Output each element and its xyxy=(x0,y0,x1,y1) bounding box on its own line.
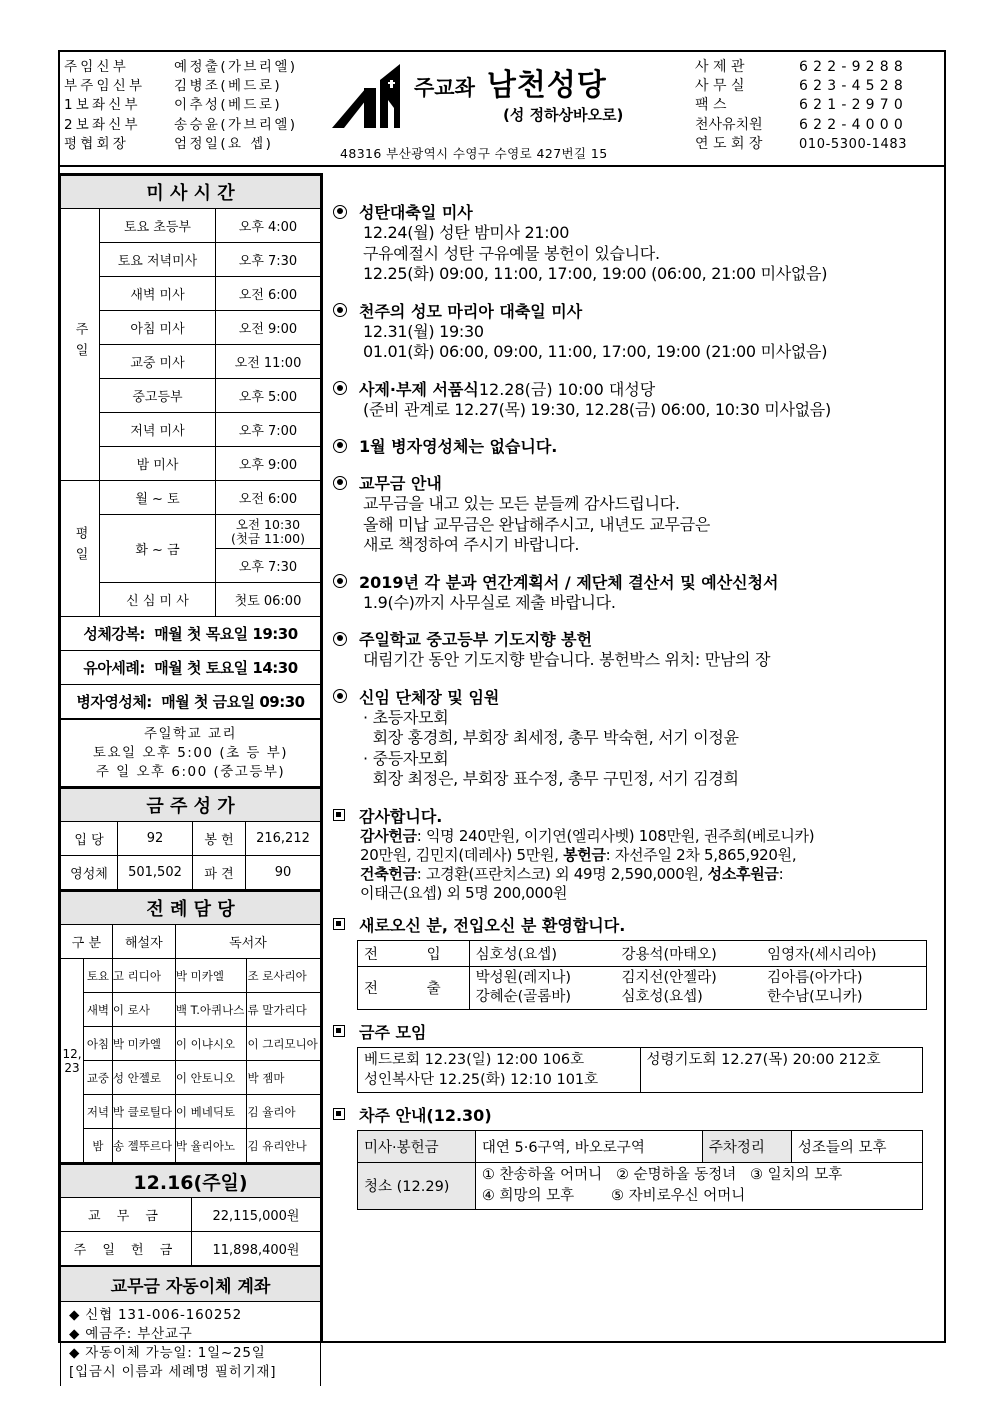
sunday-label: 주일 xyxy=(61,209,100,481)
clergy-row: 부주임신부 김병조(베드로) xyxy=(64,78,282,95)
stat-label: 영성체 xyxy=(61,856,118,890)
finance-title: 12.16(주일) xyxy=(61,1164,321,1198)
next-week-section: 차주 안내(12.30) 미사·봉헌금 대연 5·6구역, 바오로구역 주차정리 성조들의 모후 청소 (12.29) ① 찬송하올 어머니 ② 순명하올 동정녀 ③ 일치의 모후 ④ 희망의 모후 ⑤ 자비로우신 어머니 xyxy=(333,1103,945,1210)
row-label: 전 출 xyxy=(358,966,470,1009)
mass-name: 아침 미사 xyxy=(100,311,216,345)
stat-value: 90 xyxy=(246,856,321,890)
square-bullet-icon xyxy=(333,1108,345,1120)
commentator: 고 리디아 xyxy=(112,959,175,993)
finance-value: 22,115,000원 xyxy=(192,1198,321,1232)
radio-bullet-icon xyxy=(333,439,347,453)
header-divider xyxy=(58,165,946,167)
slot: 토요 xyxy=(84,959,113,993)
radio-bullet-icon xyxy=(333,689,347,703)
reader: 조 로사리아 xyxy=(247,959,321,993)
meetings-section: 금주 모임 베드로회 12.23(일) 12:00 106호 성인복사단 12.25(화) 12:10 101호 성령기도회 12.27(목) 20:00 212호 xyxy=(333,1020,945,1093)
reader: 이 베네딕토 xyxy=(175,1095,247,1129)
mass-name: 저녁 미사 xyxy=(100,413,216,447)
commentator: 박 미카엘 xyxy=(112,1027,175,1061)
next-week-table: 미사·봉헌금 대연 5·6구역, 바오로구역 주차정리 성조들의 모후 청소 (12.29) ① 찬송하올 어머니 ② 순명하올 동정녀 ③ 일치의 모후 ④ 희망의 모후 ⑤ 자비로우신 어머니 xyxy=(357,1130,923,1210)
radio-bullet-icon xyxy=(333,476,347,490)
stat-value: 501,502 xyxy=(118,856,193,890)
mass-time: 오전 9:00 xyxy=(216,311,321,345)
thanks-section: 감사합니다. 감사헌금: 익명 240만원, 이기연(엘리사벳) 108만원, 권주희(베로니카) 20만원, 김민지(데레사) 5만원, 봉헌금: 자선주일 2차 5,865,920원, 건축헌금: 고경환(프란치스코) 외 49명 2,590,000원, 성소후원금: 이태근(요셉) 외 5명 200,000원 xyxy=(333,804,945,903)
contact-row: 팩 스 621-2970 xyxy=(695,97,909,114)
weekly-stats-title: 금 주 성 가 xyxy=(61,788,321,822)
finance-label: 교 무 금 xyxy=(61,1198,192,1232)
liturgy-title: 전 례 담 당 xyxy=(61,891,321,925)
notice-item: 교무금 안내 교무금을 내고 있는 모든 분들께 감사드립니다. 올해 미납 교무금은 완납해주시고, 내년도 교무금은 새로 책정하여 주시기 바랍니다. xyxy=(333,471,945,556)
radio-bullet-icon xyxy=(333,574,347,588)
mass-name: 새벽 미사 xyxy=(100,277,216,311)
commentator: 박 클로틸다 xyxy=(112,1095,175,1129)
slot: 교중 xyxy=(84,1061,113,1095)
welcome-table: 전 입 심호성(요셉) 강용석(마태오) 임영자(세시리아) 전 출 박성원(레지나) 강혜순(골롬바) 김지선(안젤라) 심호성(요셉) 김아름(아가다) 한수남(모니카) xyxy=(357,940,927,1010)
mass-time: 오전 6:00 xyxy=(216,481,321,515)
reader: 백 T.아퀴나스 xyxy=(175,993,247,1027)
mass-name: 신 심 미 사 xyxy=(100,583,216,617)
stat-label: 파 견 xyxy=(193,856,246,890)
square-bullet-icon xyxy=(333,1025,345,1037)
square-bullet-icon xyxy=(333,809,345,821)
autopay-info: ◆ 신협 131-006-160252 ◆ 예금주: 부산교구 ◆ 자동이체 가능일: 1일~25일 [입금시 이름과 세례명 필히기재] xyxy=(61,1302,321,1387)
weekday-label: 평일 xyxy=(61,481,100,617)
clergy-list xyxy=(64,58,324,154)
address: 48316 부산광역시 수영구 수영로 427번길 15 xyxy=(340,146,608,161)
slot: 저녁 xyxy=(84,1095,113,1129)
mass-time: 오후 9:00 xyxy=(216,447,321,481)
radio-bullet-icon xyxy=(333,303,347,317)
radio-bullet-icon xyxy=(333,205,347,219)
col-header: 해설자 xyxy=(112,925,175,959)
reader: 이 이냐시오 xyxy=(175,1027,247,1061)
commentator: 송 젤뚜르다 xyxy=(112,1129,175,1163)
mass-time: 오후 7:30 xyxy=(216,243,321,277)
clergy-row: 평협회장 엄정일(요 셉) xyxy=(64,135,274,152)
radio-bullet-icon xyxy=(333,381,347,395)
welcome-section: 새로오신 분, 전입오신 분 환영합니다. 전 입 심호성(요셉) 강용석(마태오) 임영자(세시리아) 전 출 박성원(레지나) 강혜순(골롬바) 김지선(안젤라) 심호성(요셉) 김아름(아가다) 한수남(모니카) xyxy=(333,913,945,1010)
mass-time: 오후 5:00 xyxy=(216,379,321,413)
mass-time: 오후 7:30 xyxy=(216,549,321,583)
mass-times-title: 미 사 시 간 xyxy=(61,176,321,209)
stat-value: 92 xyxy=(118,822,193,856)
mass-time: 오후 7:00 xyxy=(216,413,321,447)
reader: 김 유리안나 xyxy=(247,1129,321,1163)
liturgy-date: 12, 23 xyxy=(61,959,84,1163)
notice-item: 성탄대축일 미사 12.24(월) 성탄 밤미사 21:00 구유예절시 성탄 구유예물 봉헌이 있습니다. 12.25(화) 09:00, 11:00, 17:00, 19:00 (06:00, 21:00 미사없음) xyxy=(333,200,945,285)
commentator: 이 로사 xyxy=(112,993,175,1027)
parish-title: 주교좌 남천성당 xyxy=(414,68,607,103)
mass-time: 오전 6:00 xyxy=(216,277,321,311)
church-logo-icon xyxy=(330,60,410,132)
contact-row: 사 무 실 623-4528 xyxy=(695,78,909,95)
meetings-table: 베드로회 12.23(일) 12:00 106호 성인복사단 12.25(화) 12:10 101호 성령기도회 12.27(목) 20:00 212호 xyxy=(357,1047,923,1093)
col-header: 구 분 xyxy=(61,925,113,959)
special-row: 성체강복: 매월 첫 목요일 19:30 xyxy=(61,617,321,651)
mass-times-table xyxy=(60,175,321,787)
commentator: 성 안젤로 xyxy=(112,1061,175,1095)
notice-item: 사제·부제 서품식 12.28(금) 10:00 대성당 (준비 관계로 12.27(목) 19:30, 12.28(금) 06:00, 10:30 미사없음) xyxy=(333,377,945,421)
radio-bullet-icon xyxy=(333,632,347,646)
notice-item: 주일학교 중고등부 기도지향 봉헌 대림기간 동안 기도지향 받습니다. 봉헌박스 위치: 만남의 장 xyxy=(333,627,945,671)
reader: 박 율리아노 xyxy=(175,1129,247,1163)
mass-name: 중고등부 xyxy=(100,379,216,413)
finance-label: 주 일 헌 금 xyxy=(61,1232,192,1267)
notice-item: 천주의 성모 마리아 대축일 미사 12.31(월) 19:30 01.01(화) 06:00, 09:00, 11:00, 17:00, 19:00 (21:00 미사없음) xyxy=(333,299,945,363)
contact-row: 천사유치원 622-4000 xyxy=(695,116,909,133)
reader: 이 그리모니아 xyxy=(247,1027,321,1061)
clergy-row: 주임신부 예정출(가브리엘) xyxy=(64,59,298,75)
reader: 류 말가리다 xyxy=(247,993,321,1027)
notice-item: 신임 단체장 및 임원 · 초등자모회 회장 홍경희, 부회장 최세정, 총무 박숙현, 서기 이정윤 · 중등자모회 회장 최정은, 부회장 표수정, 총무 구민정, 서기 김경희 xyxy=(333,685,945,790)
reader: 김 율리아 xyxy=(247,1095,321,1129)
special-row: 병자영성체: 매월 첫 금요일 09:30 xyxy=(61,685,321,720)
catechism-info: 주일학교 교리 토요일 오후 5:00 (초 등 부) 주 일 오후 6:00 (중고등부) xyxy=(61,719,321,787)
stat-value: 216,212 xyxy=(246,822,321,856)
parish-subtitle: (성 정하상바오로) xyxy=(503,106,624,124)
notice-item: 1월 병자영성체는 없습니다. xyxy=(333,434,945,457)
contact-row: 사 제 관 622-9288 xyxy=(695,59,909,75)
row-label: 전 입 xyxy=(358,940,470,966)
reader: 이 안토니오 xyxy=(175,1061,247,1095)
mass-name: 화 ~ 금 xyxy=(100,515,216,583)
mass-name: 밤 미사 xyxy=(100,447,216,481)
slot: 새벽 xyxy=(84,993,113,1027)
liturgy-table xyxy=(60,890,321,1163)
square-bullet-icon xyxy=(333,918,345,930)
stat-label: 입 당 xyxy=(61,822,118,856)
finance-value: 11,898,400원 xyxy=(192,1232,321,1267)
left-sidebar xyxy=(60,173,323,1380)
reader: 박 미카엘 xyxy=(175,959,247,993)
autopay-title: 교무금 자동이체 계좌 xyxy=(61,1266,321,1302)
finance-table xyxy=(60,1163,321,1386)
contact-row: 연 도 회 장 010-5300-1483 xyxy=(695,135,908,152)
stat-label: 봉 헌 xyxy=(193,822,246,856)
slot: 아침 xyxy=(84,1027,113,1061)
mass-time: 오전 10:30 (첫금 11:00) xyxy=(216,515,321,549)
mass-name: 월 ~ 토 xyxy=(100,481,216,515)
mass-name: 교중 미사 xyxy=(100,345,216,379)
mass-name: 토요 초등부 xyxy=(100,209,216,243)
col-header: 독서자 xyxy=(175,925,320,959)
notice-item: 2019년 각 분과 연간계획서 / 제단체 결산서 및 예산신청서 1.9(수)까지 사무실로 제출 바랍니다. xyxy=(333,570,945,614)
mass-time: 오전 11:00 xyxy=(216,345,321,379)
slot: 밤 xyxy=(84,1129,113,1163)
mass-name: 토요 저녁미사 xyxy=(100,243,216,277)
notices-area xyxy=(333,200,945,1220)
clergy-row: 1보좌신부 이추성(베드로) xyxy=(64,97,282,114)
reader: 박 젬마 xyxy=(247,1061,321,1095)
contact-list xyxy=(695,58,940,154)
clergy-row: 2보좌신부 송승윤(가브리엘) xyxy=(64,116,298,133)
mass-time: 첫토 06:00 xyxy=(216,583,321,617)
special-row: 유아세례: 매월 첫 토요일 14:30 xyxy=(61,651,321,685)
thanks-body: 감사헌금: 익명 240만원, 이기연(엘리사벳) 108만원, 권주희(베로니카) 20만원, 김민지(데레사) 5만원, 봉헌금: 자선주일 2차 5,865,920원, 건축헌금: 고경환(프란치스코) 외 49명 2,590,000원, 성소후원금: 이태근(요셉) 외 5명 200,000원 xyxy=(360,826,815,902)
mass-time: 오후 4:00 xyxy=(216,209,321,243)
weekly-stats-table xyxy=(60,787,321,890)
